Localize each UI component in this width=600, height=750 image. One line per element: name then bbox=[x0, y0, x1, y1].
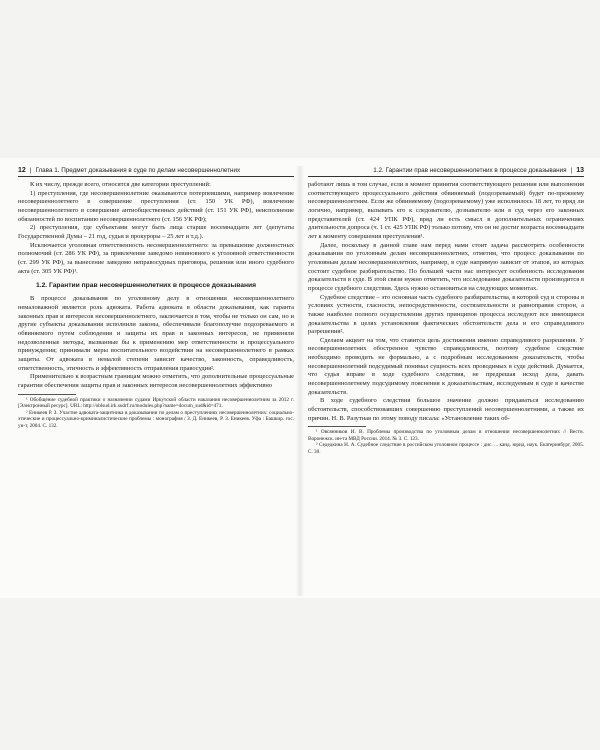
book-gutter bbox=[296, 166, 304, 596]
page-number: 12 bbox=[18, 167, 26, 174]
paragraph: Исключается уголовная ответственность несовершеннолетнего: за превышение должностных полномочий (ст. 286 УК РФ), за привлечение заведомо невиновного к уголовной ответственности (ст. 299 УК РФ), за вынесение заведомо неправосудных приговора, решения или иного судебного акта (ст. 305 УК РФ)¹. bbox=[18, 241, 294, 275]
section-title: 1.2. Гарантии прав несовершеннолетних в процессе доказывания bbox=[373, 167, 567, 174]
footnote: ¹ Обобщение судебной практики о назначении судами Иркутской области наказания несовершеннолетним за 2012 г. [Электронный ресурс]. URL: http://oblsud.irk.sudrf.ru/modules.php?name=docum_sud&id=471. bbox=[18, 396, 294, 410]
footnote: ¹ Овсянников И. В. Проблемы производства по уголовным делам в отношении несовершеннолетних // Вестн. Воронежск. ин-та МВД России. 2014. № 3. С. 123. bbox=[308, 429, 584, 442]
footnote: ² Седедкина Н. А. Судебное следствие в российском уголовном процессе : дис. ... канд. юрид. наук. Екатеринбург, 2005. С. 30. bbox=[308, 442, 584, 455]
paragraph: 1) преступления, где несовершеннолетние оказываются потерпевшими, например вовлечение несовершеннолетнего в совершение преступления (ст. 150 УК РФ), вовлечение несовершеннолетнего в совершение антиобщественных действий (ст. 151 УК РФ), неисполнение обязанностей по воспитанию несовершеннолетнего (ст. 156 УК РФ); bbox=[18, 189, 294, 223]
paragraph: Применительно к возрастным границам можно отметить, что дополнительные процессуальные гарантии обеспечения защиты прав и законных интересов несовершеннолетних эффективно bbox=[18, 373, 294, 389]
chapter-title: Глава 1. Предмет доказывания в суде по делам несовершеннолетних bbox=[35, 167, 241, 174]
paragraph: В процессе доказывания по уголовному делу в отношении несовершеннолетнего немаловажной является роль адвоката. Работа адвоката в области доказывания, как гаранта законных прав и интересов несовершеннолетнего, заключается в том, чтобы не только он сам, но и другие субъекты доказывания исполнили законы, обеспечивали благополучие подозреваемого и обвиняемого путем соблюдения и защиты их прав и законных интересов, не применяли недозволенные методы, вызванные бы к применению мер ответственности и процессуального принуждения; принимали меры воспитательного воздействия на несовершеннолетнего в рамках защиты. От адвоката в немалой степени зависит качество, законность, справедливость, ответственность, этичность и эффективность отправления правосудия². bbox=[18, 295, 294, 372]
paragraph: работают лишь в том случае, если в момент принятия соответствующего решения или выполнения соответствующего процессуального действия обвиняемый (подозреваемый) будет по-прежнему несовершеннолетним. Если же обвиняемому (подозреваемому) уже исполнилось 18 лет, то вряд ли логично, например, вызывать его к следователю, дознавателю или в суд через его законных представителей (ст. 424 УПК РФ), вряд ли есть смысл в дополнительных ограничениях длительности допроса (ч. 1 ст. 425 УПК РФ) только потому, что он не достиг возраста восемнадцати лет к моменту совершения преступления¹. bbox=[308, 181, 584, 240]
running-header-right bbox=[308, 166, 584, 177]
running-header-left bbox=[18, 166, 294, 177]
footnote-rule bbox=[308, 426, 366, 427]
right-page bbox=[308, 166, 584, 455]
paragraph: Далее, поскольку в данной главе нам перед нами стоит задача рассмотреть особенности доказывания по уголовным делам несовершеннолетних, отметим, что процесс доказывания по уголовным делам несовершеннолетних, например, в суде напрямую зависит от этапов, из которых состоит судебное разбирательство. По большей части нас интересует особенность исследования доказательств в суде. В этой связи нужно отметить, что исследование доказательств производится в процессе судебного следствия. Здесь нужно остановиться на следующих моментах. bbox=[308, 241, 584, 292]
paragraph: К их числу, прежде всего, относятся две категории преступлений: bbox=[30, 181, 211, 188]
right-page-body bbox=[308, 181, 584, 455]
header-separator: | bbox=[570, 167, 573, 174]
paragraph: Судебное следствие – это основная часть судебного разбирательства, в которой суд и стороны в условиях устности, гласности, непосредственности, состязательности и равноправия сторон, а также наиболее полного осуществления других принципов процесса исследуют все имеющиеся доказательства в целях установления фактических обстоятельств дела и его справедливого разрешения². bbox=[308, 293, 584, 336]
footnote: ² Еникеев Р. З. Участие адвоката-защитника в доказывании по делам о преступлениях несовершеннолетних: социально-этические и процессуально-криминалистические проблемы : монография / З. Д. Еникеев, Р. З. Еникеев. Уфа : Башкир. гос. ун-т, 2004. С. 132. bbox=[18, 409, 294, 429]
left-page bbox=[18, 166, 294, 429]
section-heading: 1.2. Гарантии прав несовершеннолетних в процессе доказывания bbox=[36, 282, 257, 290]
footnotes bbox=[18, 397, 294, 430]
page-number: 13 bbox=[576, 167, 584, 174]
header-separator: | bbox=[29, 167, 32, 174]
left-page-body bbox=[18, 181, 294, 429]
paragraph: В ходе судебного следствия большое значение должно придаваться исследованию обстоятельств, способствовавших совершению преступлений несовершеннолетними, а также их причин. Н. В. Разутная по этому поводу писала: «Установление таких об- bbox=[308, 397, 584, 422]
footnotes bbox=[308, 429, 584, 455]
paragraph: Сделаем акцент на том, что ставится цель достижения именно справедливого разрешения. У несовершеннолетних обостренное чувство справедливости, поэтому судебное следствие необходимо проводить не формально, а с подробным исследованием доказательств, чтобы несовершеннолетний подсудимый понимал сущность всех проводимых в суде действий. Думается, что судья вправе в ходе судебного следствия, не предрешая исход дела, давать несовершеннолетнему подсудимому пояснения к доказательствам, исследуемым в суде в качестве доказательств. bbox=[308, 336, 584, 396]
paragraph: 2) преступления, где субъектами могут быть лица старше восемнадцати лет (депутаты Государственной Думы – 21 год, судьи и прокуроры – 25 лет и т.д.). bbox=[18, 224, 294, 240]
footnote-rule bbox=[18, 394, 76, 395]
